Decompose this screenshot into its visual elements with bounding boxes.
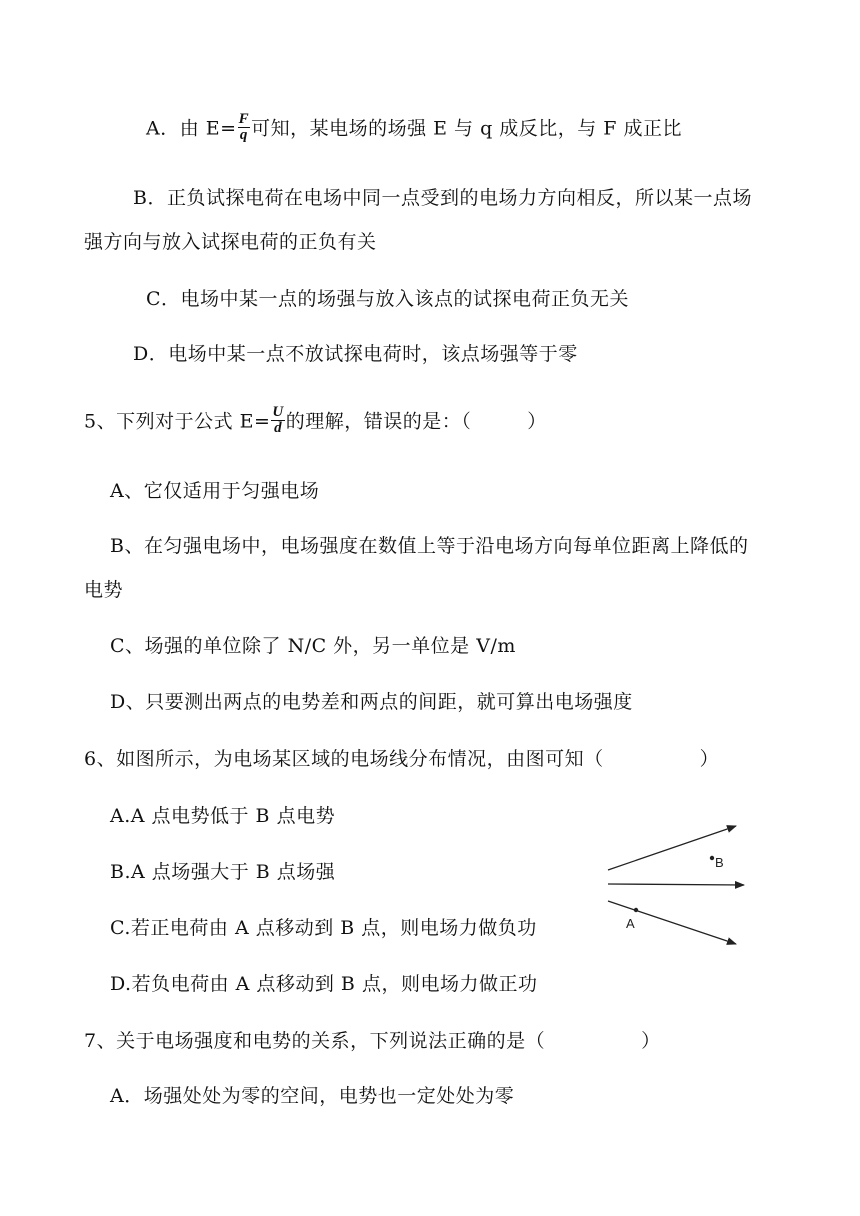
q5-option-d: D、只要测出两点的电势差和两点的间距，就可算出电场强度 [110,691,633,713]
field-line-middle [608,884,744,885]
point-b [710,856,714,860]
q6-option-b: B.A 点场强大于 B 点场强 [110,861,336,883]
q7-stem-close: ） [641,1030,661,1052]
label-a: A [626,916,635,931]
q5-stem-suffix: 的理解，错误的是：（ [285,410,472,433]
q4-option-a-prefix: A．由 E= [146,117,237,140]
q5-option-b-line1: B、在匀强电场中，电场强度在数值上等于沿电场方向每单位距离上降低的 [110,535,749,557]
q5-option-a: A、它仅适用于匀强电场 [110,480,320,502]
q4-option-c: C．电场中某一点的场强与放入该点的试探电荷正负无关 [146,288,630,310]
q6-stem-close: ） [699,748,720,770]
q6-stem [84,745,719,773]
q6-option-a: A.A 点电势低于 B 点电势 [110,805,336,827]
label-b: B [715,855,724,870]
q5-option-b-line2: 电势 [84,579,124,601]
point-a [634,908,638,912]
q7-stem [84,1027,661,1055]
fraction-denominator: q [239,127,248,143]
q7-option-a: A．场强处处为零的空间，电势也一定处处为零 [110,1085,515,1107]
fraction-numerator: F [238,111,250,127]
fraction-numerator: U [272,404,284,420]
q5-stem [84,404,547,438]
q5-stem-prefix: 5、下列对于公式 E= [84,410,271,433]
q6-stem-prefix: 6、如图所示，为电场某区域的电场线分布情况，由图可知（ [84,748,604,770]
q6-option-d: D.若负电荷由 A 点移动到 B 点，则电场力做正功 [110,973,538,995]
q6-option-c: C.若正电荷由 A 点移动到 B 点，则电场力做负功 [110,917,537,939]
fraction-u-over-d [271,405,284,436]
q4-option-a-suffix: 可知，某电场的场强 E 与 q 成反比，与 F 成正比 [251,117,683,140]
q4-option-b-line2: 强方向与放入试探电荷的正负有关 [84,231,377,253]
fraction-f-over-q [238,112,251,143]
q4-option-d: D．电场中某一点不放试探电荷时，该点场强等于零 [133,343,578,365]
q4-option-b-line1: B．正负试探电荷在电场中同一点受到的电场力方向相反，所以某一点场 [133,187,752,209]
fraction-denominator: d [274,420,283,436]
q5-stem-close: ） [527,410,547,433]
q7-stem-prefix: 7、关于电场强度和电势的关系，下列说法正确的是（ [84,1030,546,1052]
electric-field-lines-diagram [596,818,756,954]
q4-option-a [146,111,683,145]
q5-option-c: C、场强的单位除了 N/C 外，另一单位是 V/m [110,635,516,657]
